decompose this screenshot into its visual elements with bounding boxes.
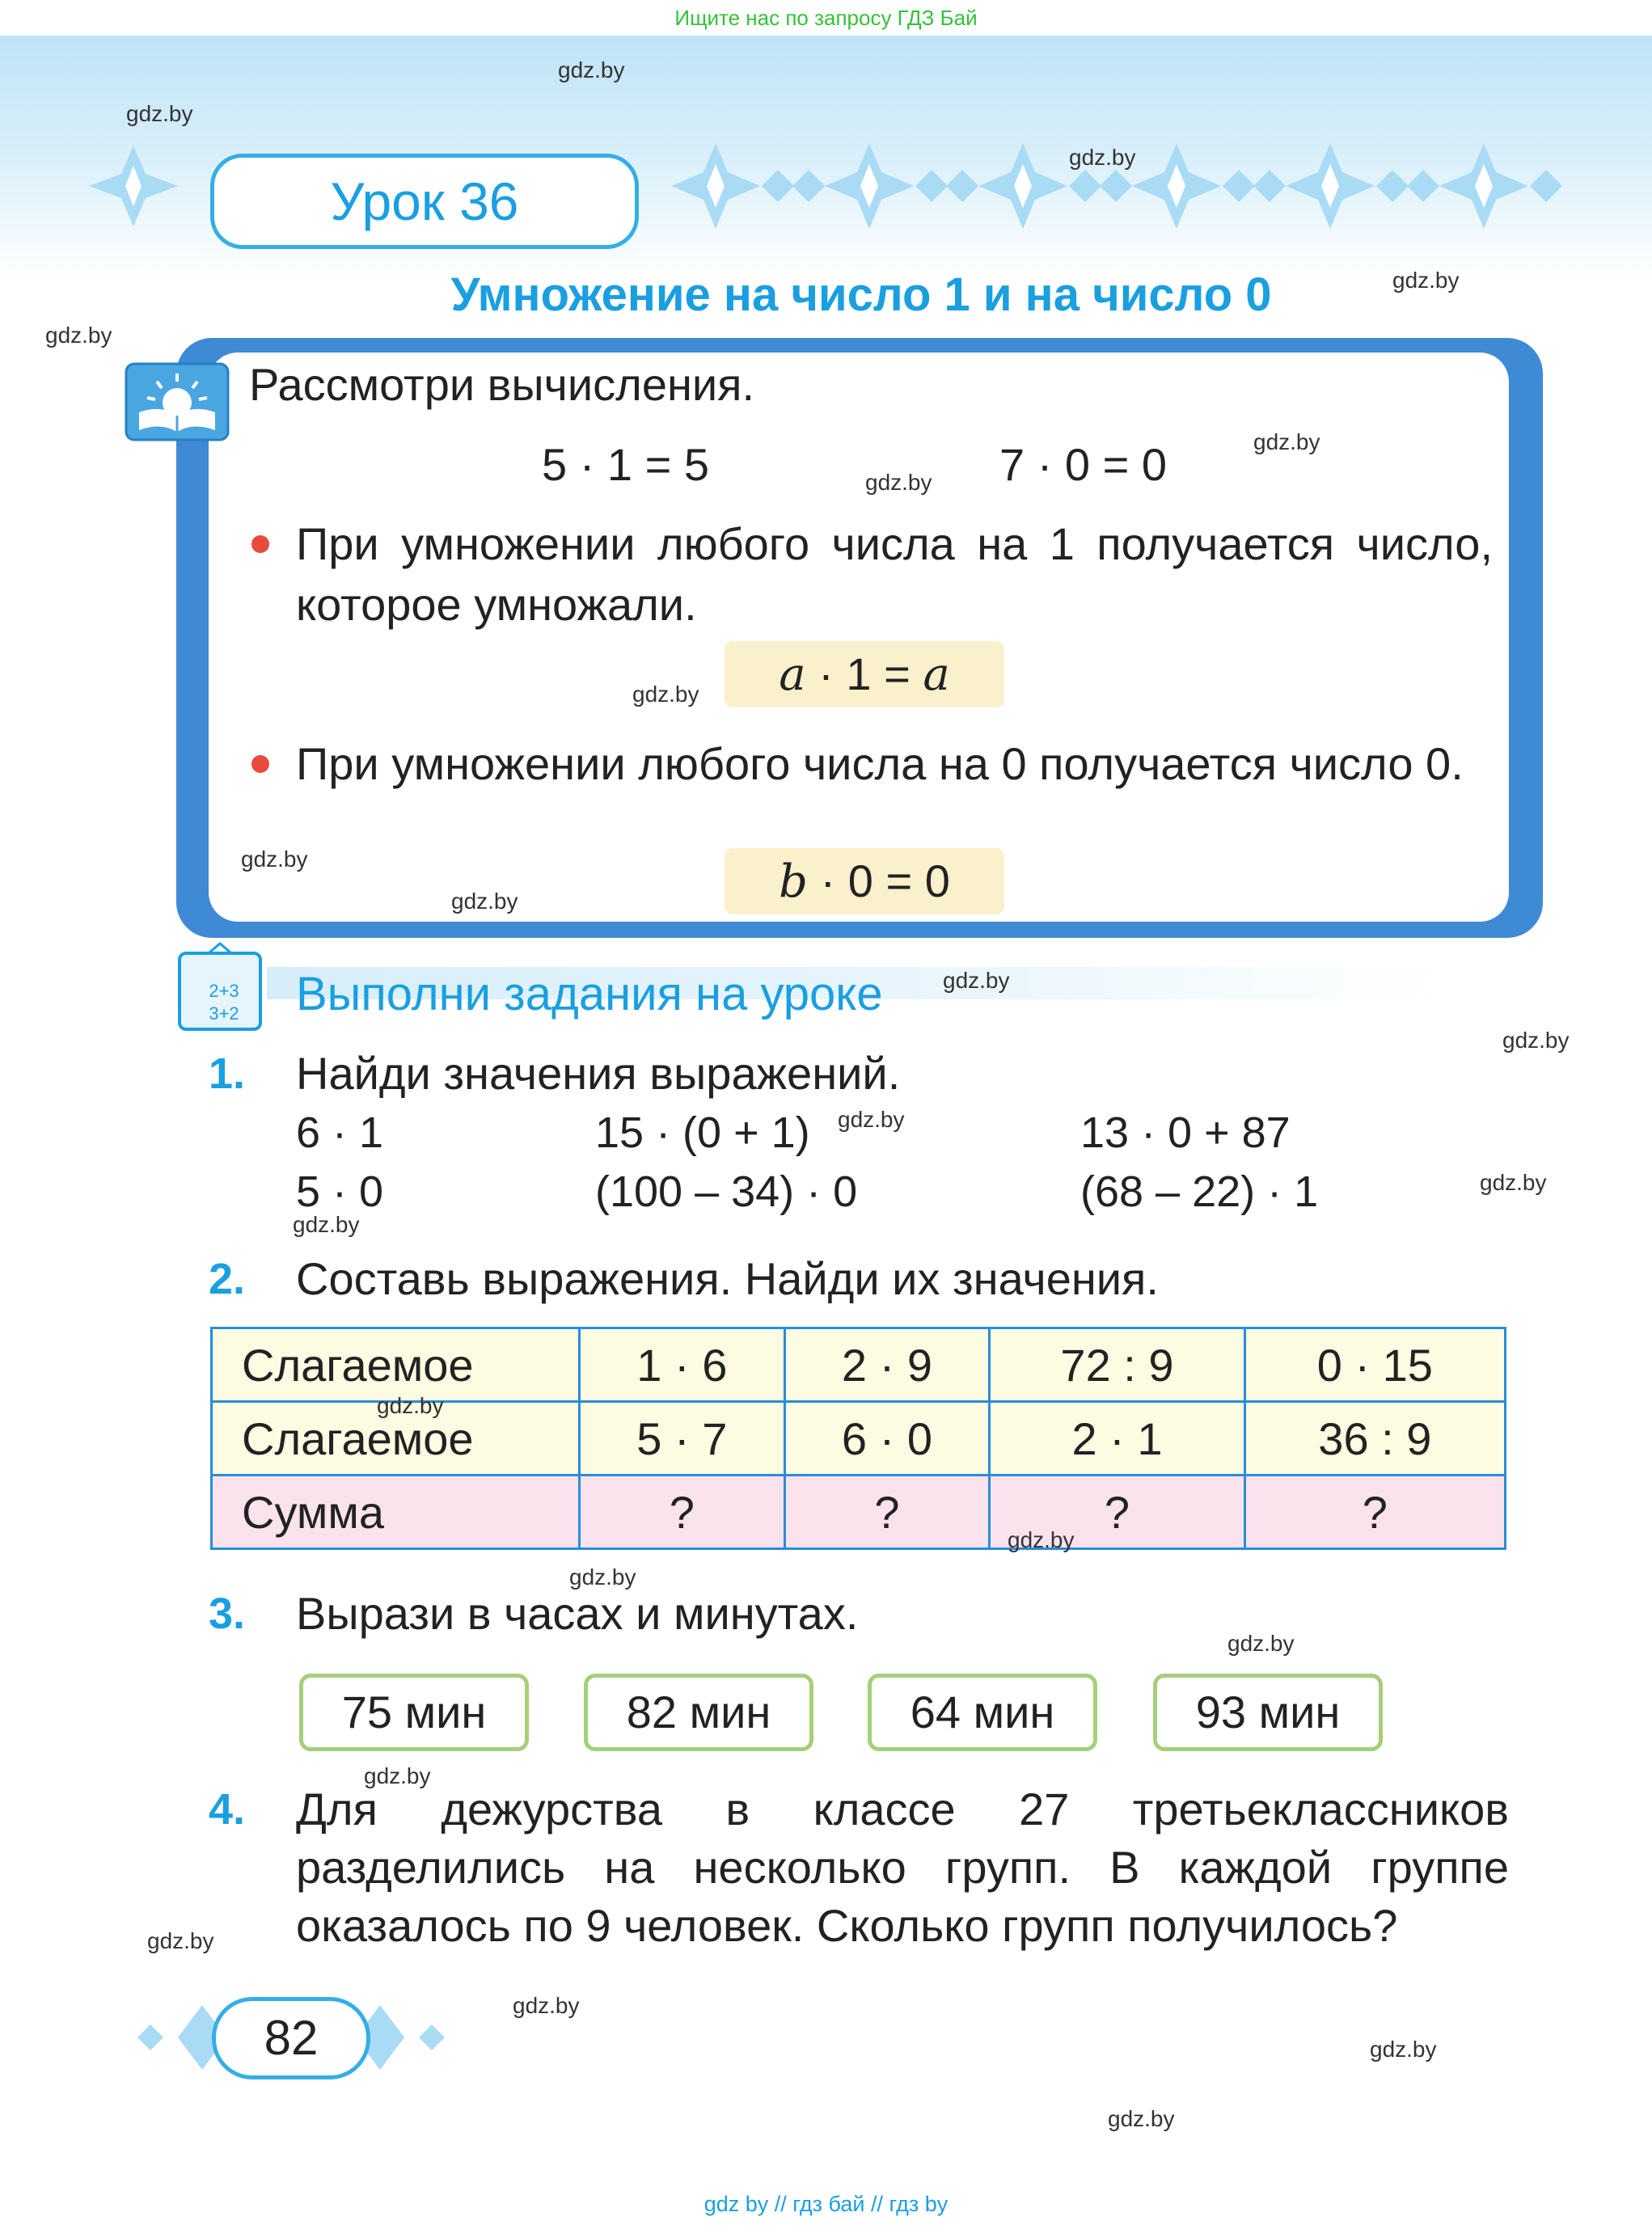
formula-var-b: b [779, 855, 808, 908]
watermark: gdz.by [1502, 1028, 1570, 1053]
watermark: gdz.by [558, 57, 625, 82]
open-book-sun-icon [125, 362, 230, 441]
watermark: gdz.by [147, 1928, 214, 1953]
chalkboard-text-2: 3+2 [209, 1003, 239, 1024]
page-number: 82 [212, 1997, 370, 2079]
row-label: Слагаемое [212, 1328, 580, 1402]
bottom-links[interactable]: gdz by // гдз бай // гдз by [703, 2192, 949, 2216]
table-cell: ? [990, 1476, 1244, 1549]
table-cell: 2 · 1 [990, 1402, 1244, 1476]
table-cell: 1 · 6 [580, 1328, 785, 1402]
watermark: gdz.by [1253, 429, 1320, 454]
formula-rest: · 1 = [805, 648, 923, 699]
table-cell: ? [580, 1476, 785, 1549]
watermark: gdz.by [1008, 1527, 1075, 1552]
chalkboard-text-1: 2+3 [209, 981, 239, 1001]
table-cell: 5 · 7 [580, 1402, 785, 1476]
expression: (68 – 22) · 1 [1080, 1167, 1319, 1216]
table-cell: 6 · 0 [784, 1402, 990, 1476]
row-label: Слагаемое [212, 1402, 580, 1476]
table-row [212, 1328, 1506, 1402]
watermark: gdz.by [1480, 1170, 1547, 1195]
snowflake-ornament-icon [81, 141, 186, 230]
task-4-number: 4. [209, 1785, 246, 1834]
rule-heading: Рассмотри вычисления. [249, 359, 755, 410]
task-3-text: Вырази в часах и минутах. [296, 1588, 859, 1639]
formula-var-a2: a [923, 648, 950, 701]
rule-text-2: При умножении любого числа на 0 получается число 0. [296, 738, 1464, 789]
page-subtitle: Умножение на число 1 и на число 0 [450, 268, 1272, 321]
watermark: gdz.by [293, 1212, 360, 1237]
formula-a-times-1 [725, 641, 1004, 707]
table-cell: 0 · 15 [1244, 1328, 1505, 1402]
task-2-text: Составь выражения. Найди их значения. [296, 1253, 1159, 1304]
formula-var-a: a [779, 648, 806, 701]
table-cell: ? [784, 1476, 990, 1549]
watermark: gdz.by [838, 1107, 905, 1132]
rule-text-1: При умножении любого числа на 1 получается число, которое умножали. [296, 518, 1493, 630]
time-box: 64 мин [868, 1674, 1097, 1751]
watermark: gdz.by [569, 1564, 636, 1590]
lesson-title: Урок 36 [210, 154, 639, 249]
watermark: gdz.by [513, 1993, 580, 2018]
watermark: gdz.by [241, 847, 308, 872]
watermark: gdz.by [1370, 2037, 1437, 2062]
watermark: gdz.by [126, 101, 193, 126]
task-3-number: 3. [209, 1590, 246, 1638]
formula-b-times-0 [725, 848, 1004, 914]
row-label: Сумма [212, 1476, 580, 1549]
task-2-number: 2. [209, 1255, 246, 1303]
expression: 15 · (0 + 1) [595, 1108, 810, 1157]
watermark: gdz.by [45, 323, 112, 348]
expression: (100 – 34) · 0 [595, 1167, 858, 1216]
time-box: 75 мин [299, 1674, 529, 1751]
watermark: gdz.by [632, 682, 699, 707]
task-4-text: Для дежурства в классе 27 третьеклассников разделились на несколько групп. В каждой группе оказалось по 9 человек. Сколько групп получилось? [296, 1784, 1509, 1951]
task-1-number: 1. [209, 1049, 246, 1098]
watermark: gdz.by [1392, 268, 1460, 293]
equation-5x1: 5 · 1 = 5 [542, 439, 710, 490]
watermark: gdz.by [377, 1393, 444, 1418]
task-1-text: Найди значения выражений. [296, 1048, 901, 1099]
expression: 6 · 1 [296, 1108, 384, 1157]
table-cell: 72 : 9 [990, 1328, 1244, 1402]
watermark: gdz.by [865, 470, 932, 495]
watermark: gdz.by [1069, 145, 1136, 170]
watermark: gdz.by [1227, 1631, 1295, 1656]
watermark: gdz.by [943, 968, 1010, 993]
time-box: 82 мин [584, 1674, 813, 1751]
expression: 13 · 0 + 87 [1080, 1108, 1291, 1157]
section-title: Выполни задания на уроке [296, 968, 883, 1020]
table-cell: 36 : 9 [1244, 1402, 1505, 1476]
time-box: 93 мин [1153, 1674, 1383, 1751]
watermark: gdz.by [1108, 2106, 1175, 2131]
expression: 5 · 0 [296, 1167, 384, 1216]
watermark: gdz.by [364, 1763, 431, 1788]
formula-rest: · 0 = 0 [807, 855, 950, 906]
bullet-icon [251, 755, 269, 773]
addends-table [210, 1327, 1506, 1550]
bullet-icon [251, 535, 269, 553]
table-cell: ? [1244, 1476, 1505, 1549]
table-cell: 2 · 9 [784, 1328, 990, 1402]
table-row [212, 1476, 1506, 1549]
watermark: gdz.by [451, 889, 518, 914]
equation-7x0: 7 · 0 = 0 [999, 439, 1168, 490]
top-banner[interactable]: Ищите нас по запросу ГДЗ Бай [0, 0, 1652, 36]
